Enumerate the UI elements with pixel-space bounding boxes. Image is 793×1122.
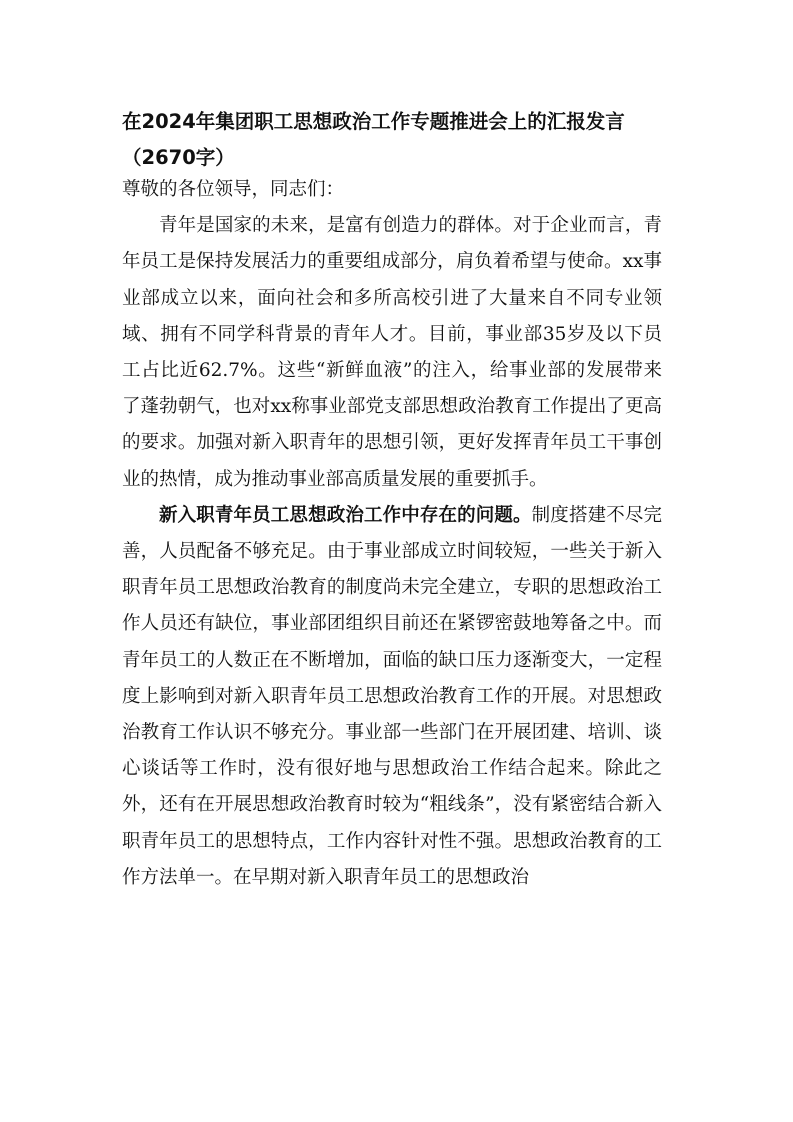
paragraph-problems-heading: 新入职青年员工思想政治工作中存在的问题。 — [159, 504, 532, 526]
document-title: 在2024年集团职工思想政治工作专题推进会上的汇报发言（2670字） — [122, 110, 625, 169]
paragraph-intro: 青年是国家的未来，是富有创造力的群体。对于企业而言，青年员工是保持发展活力的重要组成部分，肩负着希望与使命。xx事业部成立以来，面向社会和多所高校引进了大量来自不同专业领域、拥有不同学科背景的青年人才。目前，事业部35岁及以下员工占比近62.7%。这些“新鲜血液”的注入，给事业部的发展带来了蓬勃朝气，也对xx称事业部党支部思想政治教育工作提出了更高的要求。加强对新入职青年的思想引领，更好发挥青年员工干事创业的热情，成为推动事业部高质量发展的重要抓手。 — [122, 215, 662, 490]
paragraph-problems-body: 制度搭建不尽完善，人员配备不够充足。由于事业部成立时间较短，一些关于新入职青年员工思想政治教育的制度尚未完全建立，专职的思想政治工作人员还有缺位，事业部团组织目前还在紧锣密鼓地筹备之中。而青年员工的人数正在不断增加，面临的缺口压力逐渐变大，一定程度上影响到对新入职青年员工思想政治教育工作的开展。对思想政治教育工作认识不够充分。事业部一些部门在开展团建、培训、谈心谈话等工作时，没有很好地与思想政治工作结合起来。除此之外，还有在开展思想政治教育时较为“粗线条”，没有紧密结合新入职青年员工的思想特点，工作内容针对性不强。思想政治教育的工作方法单一。在早期对新入职青年员工的思想政治 — [122, 504, 662, 888]
document-body — [122, 172, 662, 896]
paragraph-problems — [122, 498, 662, 896]
salutation: 尊敬的各位领导，同志们： — [122, 179, 345, 200]
